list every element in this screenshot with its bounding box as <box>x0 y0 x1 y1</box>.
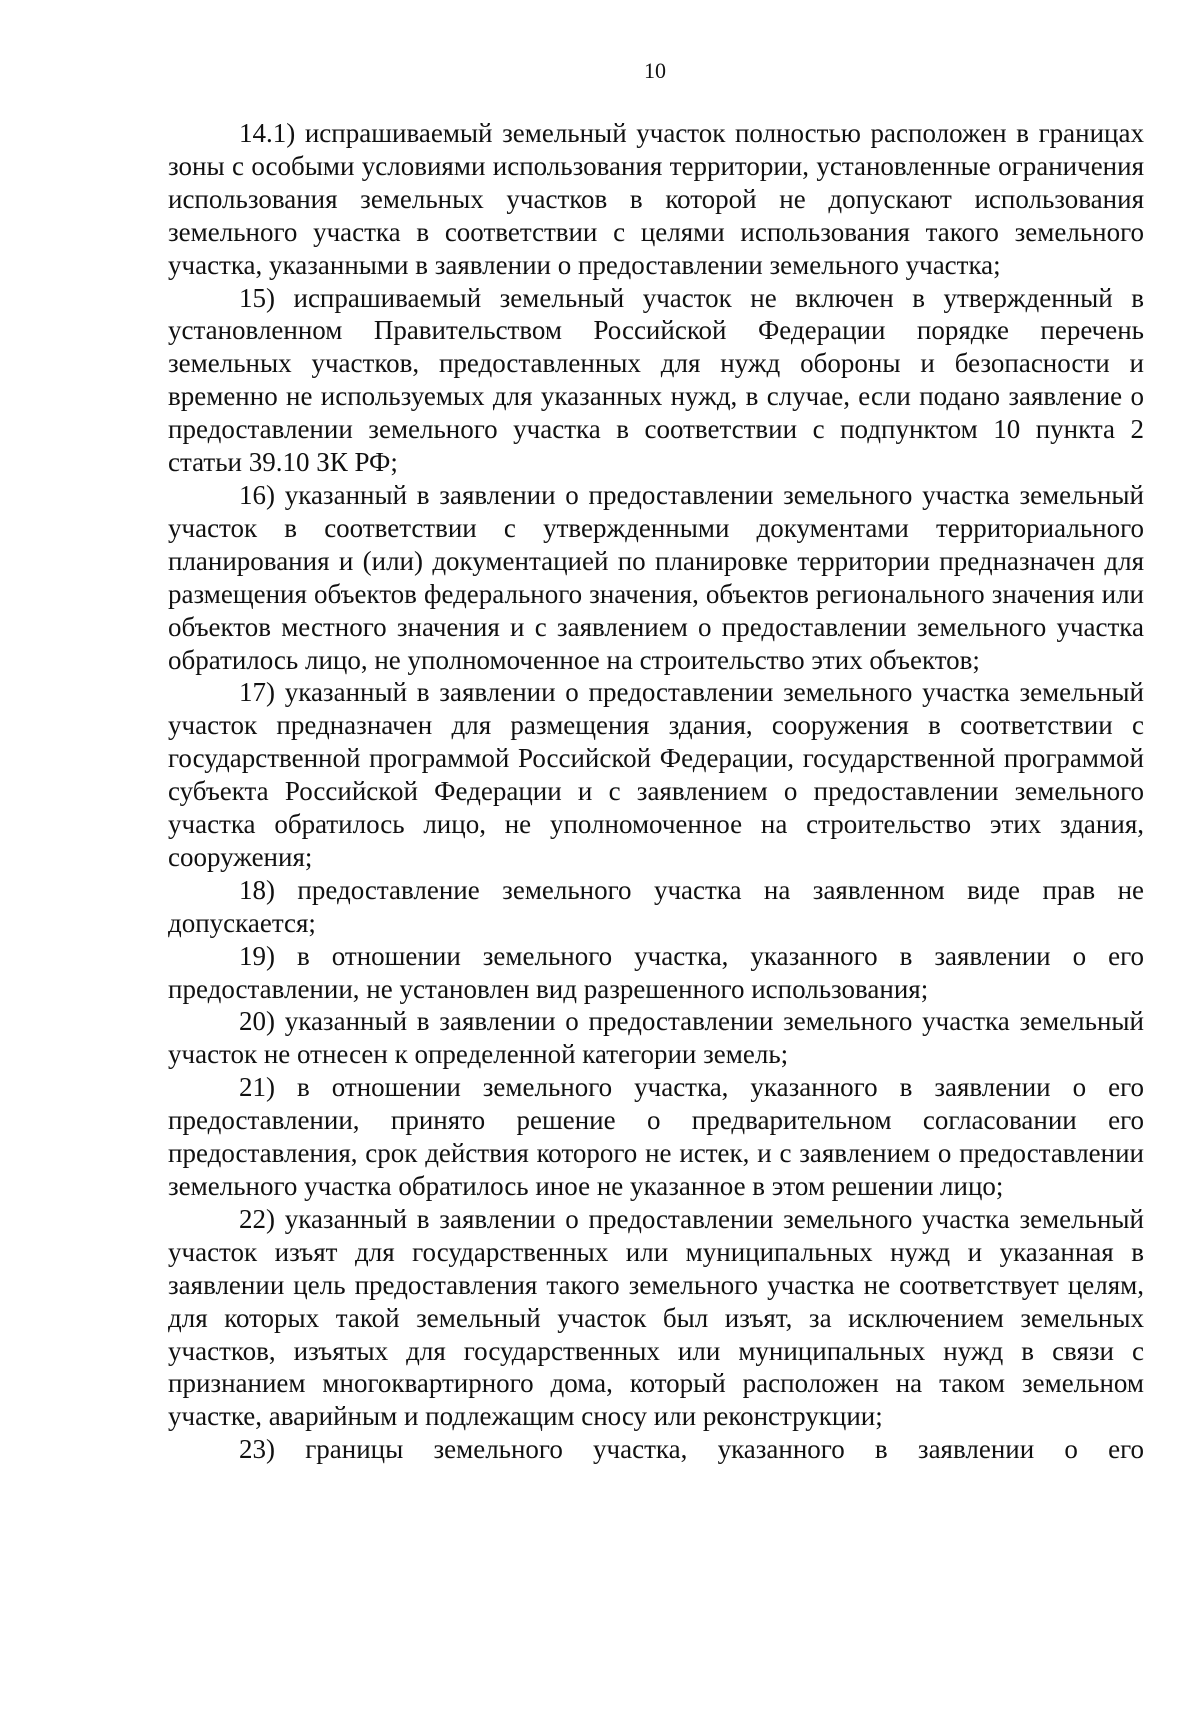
paragraph-15: 15) испрашиваемый земельный участок не включен в утвержденный в установленном Правительством Российской Федерации порядке перечень земельных участков, предоставленных для нужд обороны и безопасности и временно не используемых для указанных нужд, в случае, если подано заявление о предоставлении земельного участка в соответствии с подпунктом 10 пункта 2 статьи 39.10 ЗК РФ; <box>168 282 1144 478</box>
paragraph-17: 17) указанный в заявлении о предоставлении земельного участка земельный участок предназначен для размещения здания, сооружения в соответствии с государственной программой Российской Федерации, государственной программой субъекта Российской Федерации и с заявлением о предоставлении земельного участка обратилось лицо, не уполномоченное на строительство этих здания, сооружения; <box>168 677 1144 872</box>
paragraph-14-1: 14.1) испрашиваемый земельный участок полностью расположен в границах зоны с особыми условиями использования территории, установленные ограничения использования земельных участков в которой не допускают использования земельного участка в соответствии с целями использования такого земельного участка, указанными в заявлении о предоставлении земельного участка; <box>168 118 1144 280</box>
paragraph-23: 23) границы земельного участка, указанного в заявлении о его <box>239 1434 1144 1465</box>
paragraph-16: 16) указанный в заявлении о предоставлении земельного участка земельный участок в соответствии с утвержденными документами территориального планирования и (или) документацией по планировке территории предназначен для размещения объектов федерального значения, объектов регионального значения или объектов местного значения и с заявлением о предоставлении земельного участка обратилось лицо, не уполномоченное на строительство этих объектов; <box>168 479 1144 675</box>
paragraph-19: 19) в отношении земельного участка, указанного в заявлении о его предоставлении, не установлен вид разрешенного использования; <box>168 940 1144 1004</box>
paragraph-22: 22) указанный в заявлении о предоставлении земельного участка земельный участок изъят для государственных или муниципальных нужд и указанная в заявлении цель предоставления такого земельного участка не соответствует целям, для которых такой земельный участок был изъят, за исключением земельных участков, изъятых для государственных или муниципальных нужд в связи с признанием многоквартирного дома, который расположен на таком земельном участке, аварийным и подлежащим сносу или реконструкции; <box>168 1203 1144 1432</box>
paragraph-20: 20) указанный в заявлении о предоставлении земельного участка земельный участок не отнесен к определенной категории земель; <box>168 1006 1144 1070</box>
page-number: 10 <box>644 58 666 83</box>
paragraph-21: 21) в отношении земельного участка, указанного в заявлении о его предоставлении, принято решение о предварительном согласовании его предоставления, срок действия которого не истек, и с заявлением о предоставлении земельного участка обратилось иное не указанное в этом решении лицо; <box>168 1072 1144 1201</box>
document-body <box>168 117 1144 1466</box>
paragraph-18: 18) предоставление земельного участка на заявленном виде прав не допускается; <box>168 874 1144 938</box>
